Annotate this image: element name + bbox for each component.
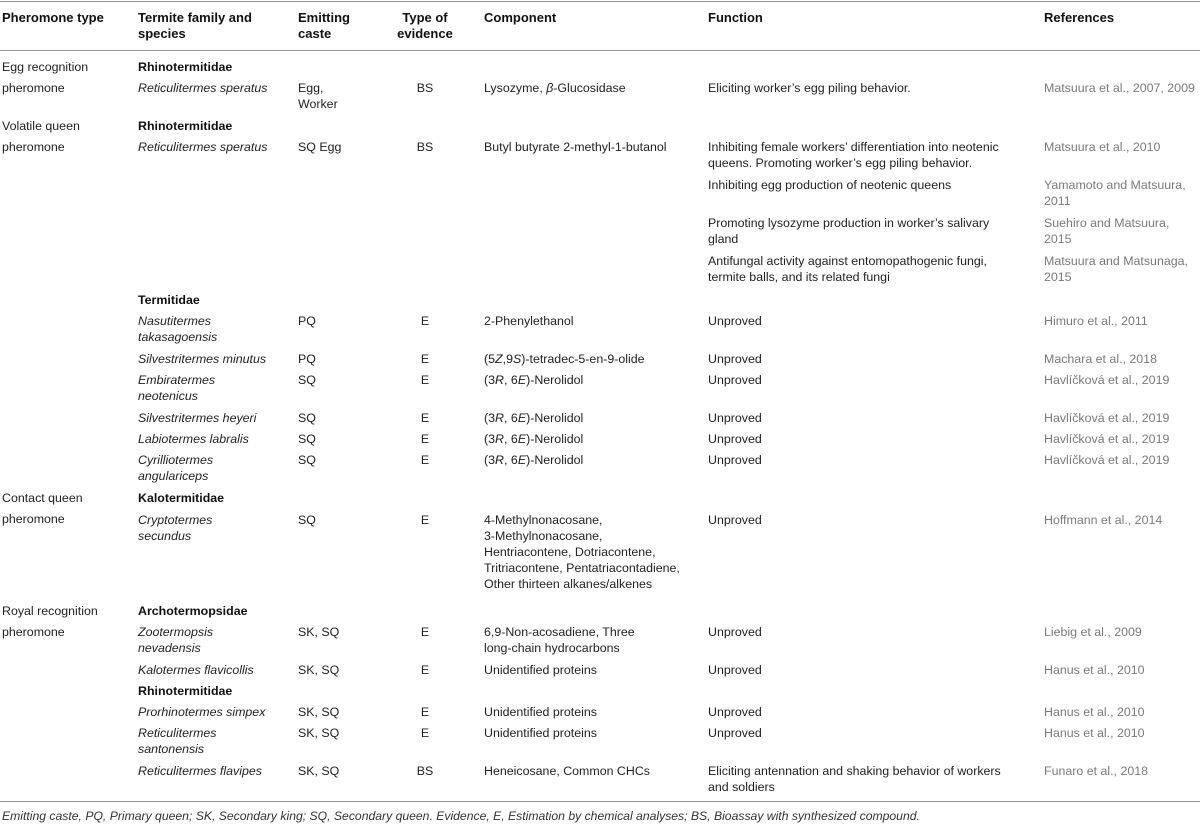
header-references: References bbox=[1044, 10, 1115, 25]
cell-species: Cryptotermes secundus bbox=[138, 513, 213, 543]
cell-evidence: E bbox=[420, 513, 430, 527]
cell-species: Zootermopsis nevadensis bbox=[138, 625, 214, 655]
table-footnote: Emitting caste, PQ, Primary queen; SK, Secondary king; SQ, Secondary queen. Evidence, E, Estimation by chemical analyses; BS, Bioassay with synthesized compound. bbox=[2, 809, 920, 823]
cell-function: Promoting lysozyme production in worker’s salivary gland bbox=[708, 216, 990, 246]
cell-component: 2-Phenylethanol bbox=[484, 314, 574, 328]
family-kalotermitidae: Kalotermitidae bbox=[138, 491, 225, 505]
cell-species: Cyrilliotermes angulariceps bbox=[138, 453, 214, 483]
top-rule bbox=[0, 1, 1200, 2]
pheromone-type-royal: Royal recognition pheromone bbox=[2, 604, 98, 639]
header-emitting-caste: Emitting caste bbox=[298, 10, 350, 41]
cell-component: (3R, 6E)-Nerolidol bbox=[484, 373, 584, 387]
header-rule bbox=[0, 50, 1200, 51]
cell-caste: SQ bbox=[298, 513, 316, 527]
family-rhinotermitidae: Rhinotermitidae bbox=[138, 119, 233, 133]
family-rhinotermitidae: Rhinotermitidae bbox=[138, 60, 233, 74]
cell-caste: SK, SQ bbox=[298, 663, 340, 677]
cell-references: Havlíčková et al., 2019 bbox=[1044, 453, 1170, 467]
cell-function: Inhibiting egg production of neotenic queens bbox=[708, 178, 952, 192]
cell-evidence: E bbox=[420, 314, 430, 328]
cell-evidence: BS bbox=[416, 140, 434, 154]
cell-caste: SQ bbox=[298, 411, 316, 425]
cell-evidence: E bbox=[420, 625, 430, 639]
cell-component: Butyl butyrate 2-methyl-1-butanol bbox=[484, 140, 667, 154]
family-rhinotermitidae: Rhinotermitidae bbox=[138, 684, 233, 698]
cell-evidence: E bbox=[420, 352, 430, 366]
cell-function: Unproved bbox=[708, 432, 762, 446]
cell-references: Suehiro and Matsuura, 2015 bbox=[1044, 216, 1170, 246]
bottom-rule bbox=[0, 801, 1200, 802]
cell-evidence: E bbox=[420, 663, 430, 677]
cell-component: (5Z,9S)-tetradec-5-en-9-olide bbox=[484, 352, 645, 366]
cell-species: Labiotermes labralis bbox=[138, 432, 249, 446]
cell-component: (3R, 6E)-Nerolidol bbox=[484, 432, 584, 446]
cell-evidence: E bbox=[420, 726, 430, 740]
cell-component: Lysozyme, β-Glucosidase bbox=[484, 81, 626, 95]
cell-component: (3R, 6E)-Nerolidol bbox=[484, 411, 584, 425]
cell-references: Havlíčková et al., 2019 bbox=[1044, 373, 1170, 387]
cell-evidence: BS bbox=[416, 81, 434, 95]
pheromone-type-volatile: Volatile queen pheromone bbox=[2, 119, 80, 154]
cell-references: Matsuura and Matsunaga, 2015 bbox=[1044, 254, 1188, 284]
cell-caste: Egg, Worker bbox=[298, 81, 338, 111]
cell-function: Unproved bbox=[708, 726, 762, 740]
cell-caste: SQ bbox=[298, 373, 316, 387]
header-pheromone-type: Pheromone type bbox=[2, 10, 104, 25]
cell-species: Silvestritermes heyeri bbox=[138, 411, 257, 425]
pheromone-type-egg: Egg recognition pheromone bbox=[2, 60, 89, 95]
cell-references: Matsuura et al., 2010 bbox=[1044, 140, 1161, 154]
cell-function: Unproved bbox=[708, 663, 762, 677]
cell-references: Hanus et al., 2010 bbox=[1044, 726, 1145, 740]
cell-species: Reticulitermes flavipes bbox=[138, 764, 262, 778]
cell-caste: SK, SQ bbox=[298, 764, 340, 778]
header-component: Component bbox=[484, 10, 557, 25]
pheromone-type-contact: Contact queen pheromone bbox=[2, 491, 83, 526]
cell-references: Havlíčková et al., 2019 bbox=[1044, 411, 1170, 425]
cell-species: Silvestritermes minutus bbox=[138, 352, 267, 366]
cell-references: Havlíčková et al., 2019 bbox=[1044, 432, 1170, 446]
cell-species: Reticulitermes speratus bbox=[138, 81, 268, 95]
cell-component: Unidentified proteins bbox=[484, 663, 597, 677]
cell-evidence: E bbox=[420, 453, 430, 467]
cell-function: Unproved bbox=[708, 513, 762, 527]
cell-caste: SK, SQ bbox=[298, 726, 340, 740]
cell-caste: SQ bbox=[298, 432, 316, 446]
cell-species: Nasutitermes takasagoensis bbox=[138, 314, 218, 344]
cell-component: Unidentified proteins bbox=[484, 726, 597, 740]
cell-caste: SQ bbox=[298, 453, 316, 467]
cell-references: Yamamoto and Matsuura, 2011 bbox=[1044, 178, 1186, 208]
cell-component: 6,9-Non-acosadiene, Three long-chain hydrocarbons bbox=[484, 625, 635, 655]
cell-function: Unproved bbox=[708, 705, 762, 719]
header-family-species: Termite family and species bbox=[138, 10, 252, 41]
cell-component: 4-Methylnonacosane, 3-Methylnonacosane, Hentriacontene, Dotriacontene, Tritriacontene, Pentatriacontadiene, Other thirteen alkanes/alkenes bbox=[484, 513, 680, 591]
cell-evidence: E bbox=[420, 373, 430, 387]
cell-evidence: BS bbox=[416, 764, 434, 778]
cell-species: Reticulitermes santonensis bbox=[138, 726, 217, 756]
cell-function: Eliciting antennation and shaking behavior of workers and soldiers bbox=[708, 764, 1001, 794]
cell-component: (3R, 6E)-Nerolidol bbox=[484, 453, 584, 467]
cell-function: Unproved bbox=[708, 625, 762, 639]
cell-caste: SK, SQ bbox=[298, 625, 340, 639]
cell-function: Eliciting worker’s egg piling behavior. bbox=[708, 81, 911, 95]
cell-species: Reticulitermes speratus bbox=[138, 140, 268, 154]
cell-function: Inhibiting female workers’ differentiation into neotenic queens. Promoting worker’s egg piling behavior. bbox=[708, 140, 999, 170]
cell-evidence: E bbox=[420, 705, 430, 719]
cell-function: Unproved bbox=[708, 411, 762, 425]
cell-references: Machara et al., 2018 bbox=[1044, 352, 1157, 366]
cell-function: Unproved bbox=[708, 352, 762, 366]
cell-species: Kalotermes flavicollis bbox=[138, 663, 254, 677]
cell-evidence: E bbox=[420, 411, 430, 425]
cell-references: Funaro et al., 2018 bbox=[1044, 764, 1149, 778]
cell-component: Unidentified proteins bbox=[484, 705, 597, 719]
family-termitidae: Termitidae bbox=[138, 293, 200, 307]
cell-function: Unproved bbox=[708, 373, 762, 387]
cell-caste: SK, SQ bbox=[298, 705, 340, 719]
cell-references: Himuro et al., 2011 bbox=[1044, 314, 1148, 328]
cell-evidence: E bbox=[420, 432, 430, 446]
cell-caste: PQ bbox=[298, 352, 316, 366]
header-evidence: Type of evidence bbox=[397, 10, 453, 41]
cell-references: Hoffmann et al., 2014 bbox=[1044, 513, 1163, 527]
cell-references: Liebig et al., 2009 bbox=[1044, 625, 1142, 639]
cell-caste: PQ bbox=[298, 314, 316, 328]
cell-references: Hanus et al., 2010 bbox=[1044, 705, 1145, 719]
family-archotermopsidae: Archotermopsidae bbox=[138, 604, 248, 618]
cell-caste: SQ Egg bbox=[298, 140, 342, 154]
cell-species: Embiratermes neotenicus bbox=[138, 373, 216, 403]
cell-references: Hanus et al., 2010 bbox=[1044, 663, 1145, 677]
cell-function: Unproved bbox=[708, 314, 762, 328]
cell-function: Unproved bbox=[708, 453, 762, 467]
cell-function: Antifungal activity against entomopathogenic fungi, termite balls, and its related fungi bbox=[708, 254, 987, 284]
cell-component: Heneicosane, Common CHCs bbox=[484, 764, 650, 778]
cell-species: Prorhinotermes simpex bbox=[138, 705, 266, 719]
cell-references: Matsuura et al., 2007, 2009 bbox=[1044, 81, 1195, 95]
header-function: Function bbox=[708, 10, 763, 25]
